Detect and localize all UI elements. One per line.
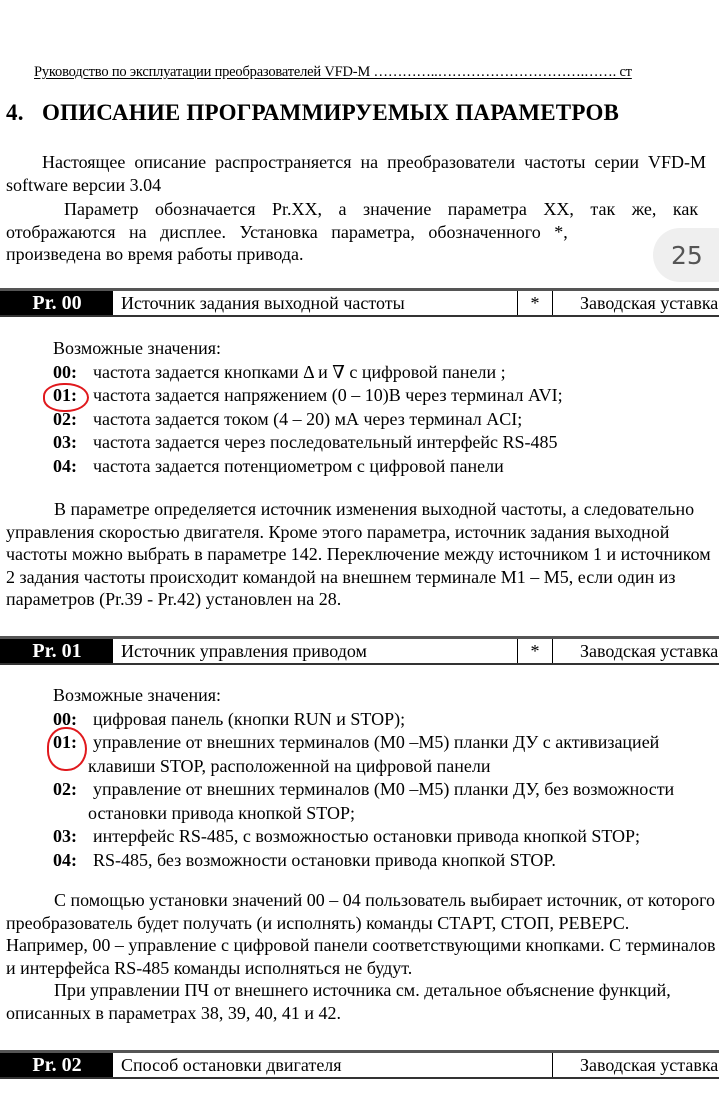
desc-line: управления скоростью двигателя. Кроме этого параметра, источник задания выходной [6, 521, 670, 542]
param-star: * [517, 291, 552, 315]
param-name: Источник задания выходной частоты [112, 291, 517, 315]
desc-line: описанных в параметрах 38, 39, 40, 41 и 42. [6, 1002, 342, 1023]
value-desc-cont: клавиши STOP, расположенной на цифровой панели [88, 755, 491, 776]
value-item [53, 384, 563, 408]
value-code: 03: [53, 432, 77, 452]
value-item [53, 778, 674, 802]
desc-line: и интерфейса RS-485 команды исполняться не будут. [6, 957, 413, 978]
param-code: Pr. 01 [0, 639, 112, 663]
value-desc: частота задается через последовательный интерфейс RS-485 [93, 432, 558, 452]
value-desc: RS-485, без возможности остановки привода кнопкой STOP. [93, 849, 556, 870]
desc-line: частоты можно выбрать в параметре 142. Переключение между источником 1 и источником [6, 544, 711, 564]
desc-line: С помощью установки значений 00 – 04 пользователь выбирает источник, от которого [54, 890, 716, 910]
value-desc: частота задается кнопками Δ и ∇ с цифровой панели ; [93, 361, 506, 382]
desc-line: 2 задания частоты происходит командой на внешнем терминале M1 – M5, если один из [6, 566, 676, 587]
section-number: 4. [6, 100, 24, 125]
value-code: 00: [53, 708, 77, 729]
value-desc: управление от внешних терминалов (M0 –M5) планки ДУ с активизацией [93, 732, 660, 752]
value-item-continuation [53, 802, 674, 826]
param-row-pr00 [0, 288, 719, 317]
value-code-text: 01: [53, 385, 77, 405]
param-row-pr01 [0, 636, 719, 665]
value-code: 03: [53, 826, 77, 846]
desc-line: В параметре определяется источник изменения выходной частоты, а следовательно [54, 499, 695, 519]
param-row-pr02 [0, 1050, 719, 1079]
intro-p2-line3: произведена во время работы привода. [6, 244, 304, 264]
values-heading [53, 337, 563, 361]
value-code: 04: [53, 455, 77, 476]
param-default-label: Заводская уставка [552, 291, 719, 315]
value-item [53, 708, 674, 732]
value-code [53, 731, 93, 755]
running-header: Руководство по эксплуатации преобразователей VFD-M …………..………………………….……. ст [34, 64, 632, 80]
value-desc: управление от внешних терминалов (M0 –M5) планки ДУ, без возможности [93, 779, 675, 799]
desc-line: Например, 00 – управление с цифровой панели соответствующими кнопками. С терминалов [6, 935, 716, 955]
value-desc: цифровая панель (кнопки RUN и STOP); [93, 708, 406, 729]
desc-line: параметров (Pr.39 - Pr.42) установлен на 28. [6, 589, 342, 609]
section-title-text: ОПИСАНИЕ ПРОГРАММИРУЕМЫХ ПАРАМЕТРОВ [42, 100, 620, 125]
value-desc: частота задается потенциометром с цифровой панели [93, 455, 504, 476]
intro-p1-line2: software версии 3.04 [6, 174, 162, 195]
param-name: Источник управления приводом [112, 639, 517, 663]
values-heading-text: Возможные значения: [53, 685, 222, 705]
pr00-values [53, 337, 563, 478]
intro-paragraph-2 [6, 198, 698, 266]
value-item [53, 431, 563, 455]
intro-p1-line1: Настоящее описание распространяется на преобразователи частоты серии VFD-M [42, 152, 706, 172]
intro-p2-line2: отображаются на дисплее. Установка параметра, обозначенного *, [6, 221, 568, 242]
value-code: 02: [53, 779, 77, 799]
value-desc: частота задается током (4 – 20) мА через терминал ACI; [93, 408, 523, 429]
value-desc-cont: остановки привода кнопкой STOP; [88, 802, 355, 823]
desc-line: При управлении ПЧ от внешнего источника см. детальное объяснение функций, [54, 980, 671, 1000]
value-code [53, 384, 93, 408]
values-heading [53, 684, 674, 708]
page-number-badge: 25 [653, 228, 719, 282]
value-item-continuation [53, 755, 674, 779]
value-item [53, 408, 563, 432]
param-code: Pr. 02 [0, 1053, 112, 1077]
values-heading-text: Возможные значения: [53, 338, 222, 358]
param-default-label: Заводская уставка [552, 1053, 719, 1077]
value-item [53, 849, 674, 873]
desc-line: преобразователь будет получать (и исполнять) команды СТАРТ, СТОП, РЕВЕРС. [6, 912, 630, 933]
param-code: Pr. 00 [0, 291, 112, 315]
value-code: 00: [53, 361, 77, 382]
value-code: 02: [53, 408, 77, 429]
value-item [53, 825, 674, 849]
value-item [53, 731, 674, 755]
value-desc: интерфейс RS-485, с возможностью остановки привода кнопкой STOP; [93, 826, 641, 846]
param-name: Способ остановки двигателя [112, 1053, 552, 1077]
pr01-values [53, 684, 674, 872]
value-code: 04: [53, 849, 77, 870]
intro-p2-line1: Параметр обозначается Pr.XX, а значение параметра XX, так же, как [64, 199, 699, 219]
pr01-description [6, 889, 715, 1024]
param-default-label: Заводская уставка [552, 639, 719, 663]
section-title [6, 100, 619, 126]
value-code-text: 01: [53, 732, 77, 752]
value-item [53, 361, 563, 385]
param-star: * [517, 639, 552, 663]
value-desc: частота задается напряжением (0 – 10)В через терминал AVI; [93, 385, 563, 405]
value-item [53, 455, 563, 479]
pr00-description [6, 498, 711, 611]
intro-paragraph-1 [6, 151, 706, 196]
